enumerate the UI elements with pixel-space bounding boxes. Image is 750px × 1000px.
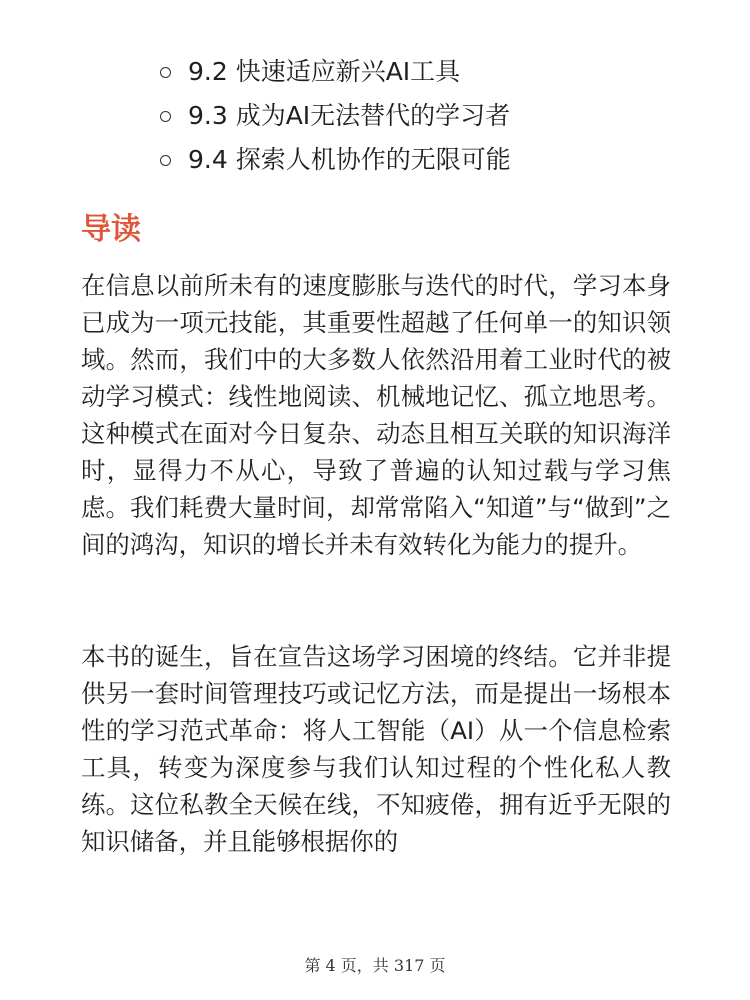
toc-item (160, 138, 511, 182)
circle-bullet-icon (160, 111, 171, 122)
circle-bullet-icon (160, 67, 171, 78)
body-paragraph: 在信息以前所未有的速度膨胀与迭代的时代，学习本身已成为一项元技能，其重要性超越了任何单一的知识领域。然而，我们中的大多数人依然沿用着工业时代的被动学习模式：线性地阅读、机械地记忆、孤立地思考。这种模式在面对今日复杂、动态且相互关联的知识海洋时，显得力不从心，导致了普遍的认知过载与学习焦虑。我们耗费大量时间，却常常陷入“知道”与“做到”之间的鸿沟，知识的增长并未有效转化为能力的提升。 (81, 271, 671, 559)
body-paragraph: 本书的诞生，旨在宣告这场学习困境的终结。它并非提供另一套时间管理技巧或记忆方法，而是提出一场根本性的学习范式革命：将人工智能（AI）从一个信息检索工具，转变为深度参与我们认知过程的个性化私人教练。这位私教全天候在线，不知疲倦，拥有近乎无限的知识储备，并且能够根据你的 (81, 642, 671, 856)
toc-item (160, 94, 511, 138)
toc-item-label: 9.4 探索人机协作的无限可能 (188, 145, 511, 174)
toc-item (160, 50, 511, 94)
toc-list (160, 50, 511, 182)
circle-bullet-icon (160, 155, 171, 166)
page-number-footer: 第 4 页，共 317 页 (304, 956, 446, 975)
section-heading: 导读 (81, 212, 141, 247)
toc-item-label: 9.2 快速适应新兴AI工具 (188, 57, 461, 86)
toc-item-label: 9.3 成为AI无法替代的学习者 (188, 101, 511, 130)
